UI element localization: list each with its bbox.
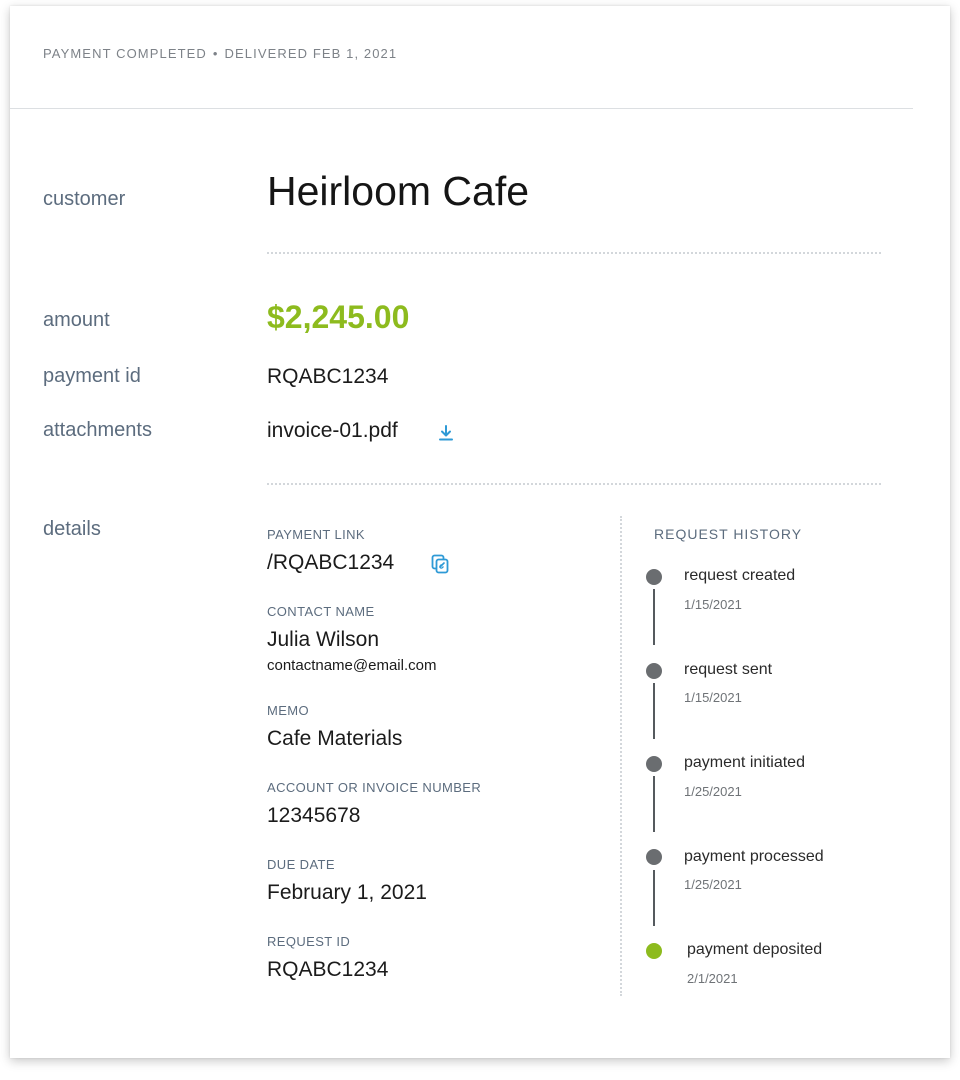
details-label: details — [43, 518, 101, 540]
timeline-dot-completed — [646, 663, 662, 679]
section-divider-customer — [267, 252, 881, 254]
amount-label: amount — [43, 309, 110, 331]
download-icon[interactable] — [438, 424, 454, 442]
history-event-date: 1/15/2021 — [684, 597, 742, 612]
history-event-title: payment processed — [684, 848, 824, 865]
timeline-connector — [653, 870, 655, 926]
payment-id-value: RQABC1234 — [267, 365, 389, 388]
attachments-label: attachments — [43, 419, 152, 441]
details-column-divider — [620, 516, 622, 996]
payment-status-line — [43, 46, 397, 61]
payment-detail-card — [10, 6, 950, 1058]
history-event-date: 1/25/2021 — [684, 784, 742, 799]
due-date-label: DUE DATE — [267, 857, 335, 872]
delivered-text: DELIVERED FEB 1, 2021 — [224, 46, 398, 61]
account-number-value: 12345678 — [267, 804, 361, 827]
timeline-connector — [653, 776, 655, 832]
timeline-dot-completed — [646, 756, 662, 772]
contact-name-value: Julia Wilson — [267, 628, 380, 651]
request-history-title: REQUEST HISTORY — [654, 526, 803, 542]
history-event-title: request created — [684, 567, 796, 584]
contact-email-value: contactname@email.com — [267, 657, 437, 674]
account-number-label: ACCOUNT OR INVOICE NUMBER — [267, 780, 482, 795]
due-date-value: February 1, 2021 — [267, 881, 427, 904]
request-id-value: RQABC1234 — [267, 958, 389, 981]
timeline-dot-completed — [646, 849, 662, 865]
status-text: PAYMENT COMPLETED — [43, 46, 207, 61]
status-separator: • — [212, 46, 219, 61]
history-event-title: payment initiated — [684, 754, 805, 771]
request-id-label: REQUEST ID — [267, 934, 351, 949]
history-event-date: 2/1/2021 — [687, 971, 738, 986]
payment-link-value[interactable]: /RQABC1234 — [267, 551, 395, 574]
contact-name-label: CONTACT NAME — [267, 604, 375, 619]
customer-label: customer — [43, 188, 126, 210]
payment-link-label: PAYMENT LINK — [267, 527, 365, 542]
timeline-connector — [653, 683, 655, 739]
header-divider — [10, 108, 913, 109]
payment-id-label: payment id — [43, 365, 141, 387]
customer-name: Heirloom Cafe — [267, 168, 530, 214]
copy-link-icon[interactable] — [431, 554, 449, 574]
memo-label: MEMO — [267, 703, 310, 718]
memo-value: Cafe Materials — [267, 727, 403, 750]
timeline-dot-deposited — [646, 943, 662, 959]
history-event-title: request sent — [684, 661, 773, 678]
attachment-file-name[interactable]: invoice-01.pdf — [267, 419, 398, 442]
amount-value: $2,245.00 — [267, 299, 410, 335]
section-divider-attachments — [267, 483, 881, 485]
timeline-dot-completed — [646, 569, 662, 585]
history-event-title: payment deposited — [687, 941, 823, 958]
timeline-connector — [653, 589, 655, 645]
history-event-date: 1/25/2021 — [684, 877, 742, 892]
history-event-date: 1/15/2021 — [684, 690, 742, 705]
